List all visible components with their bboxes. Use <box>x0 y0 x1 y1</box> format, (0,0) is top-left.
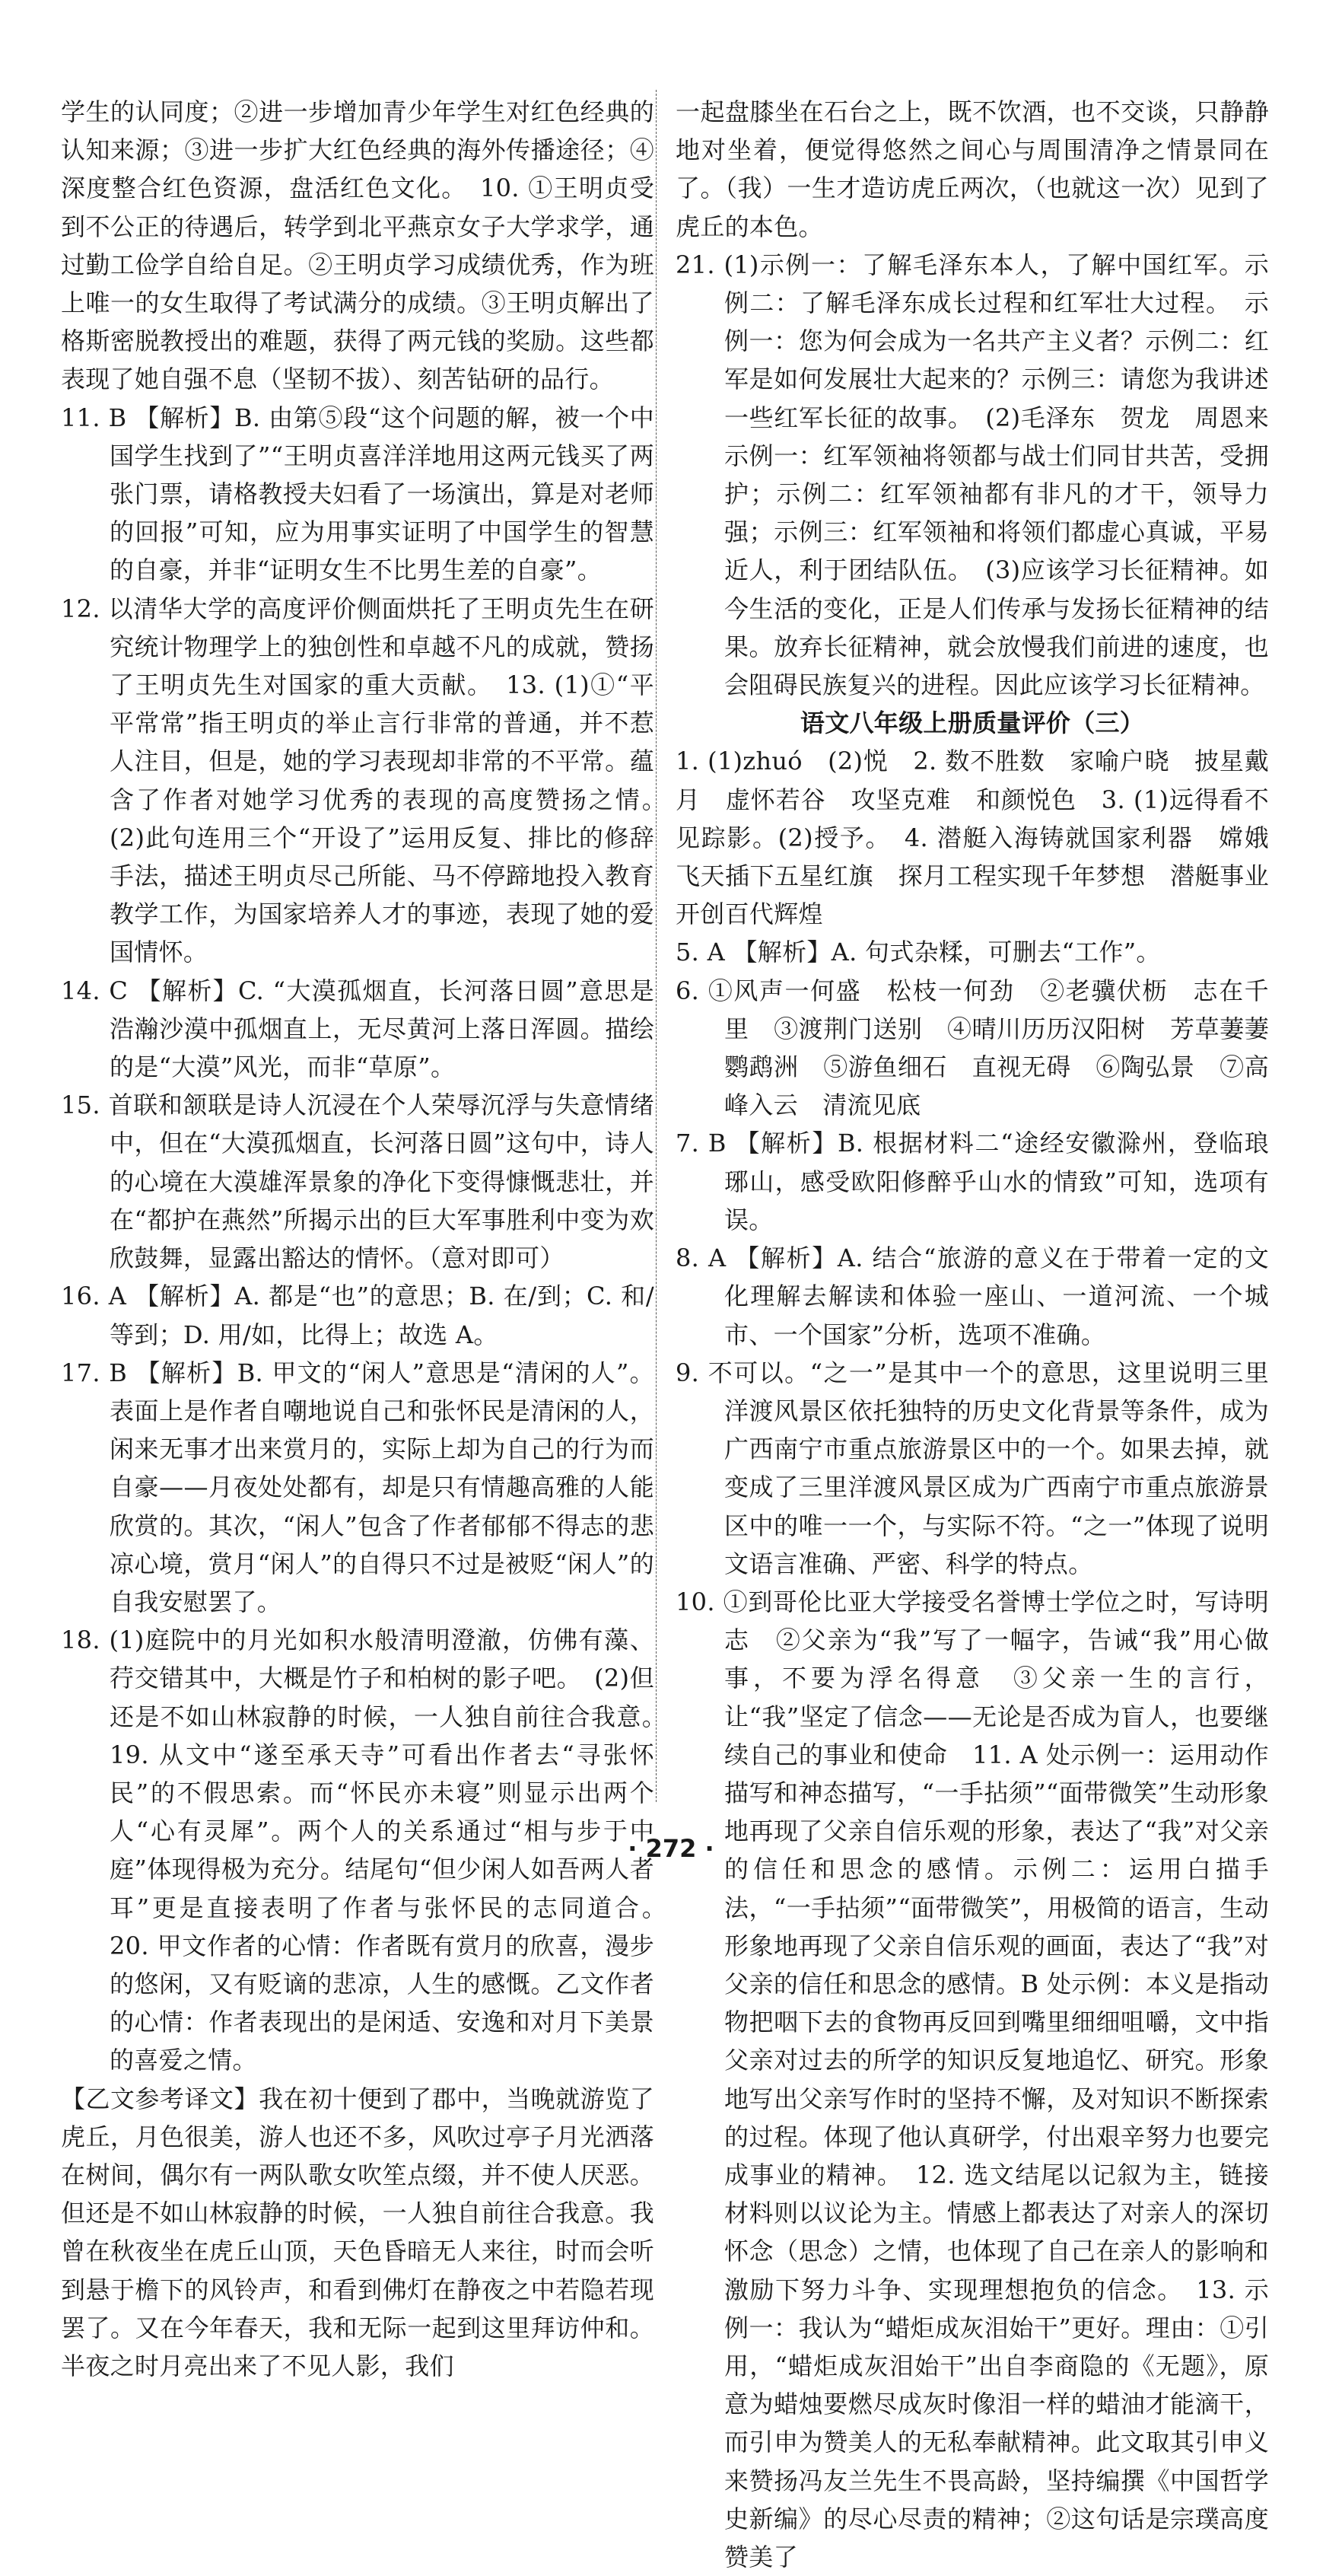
column-divider <box>656 90 657 1802</box>
paragraph: 学生的认同度；②进一步增加青少年学生对红色经典的认知来源；③进一步扩大红色经典的海外传播途径；④深度整合红色资源，盘活红色文化。 10. ①王明贞受到不公正的待遇后，转学到北平燕京女子大学求学，通过勤工俭学自给自足。②王明贞学习成绩优秀，作为班上唯一的女生取得了考试满分的成绩。③王明贞解出了格斯密脱教授出的难题，获得了两元钱的奖励。这些都表现了她自强不息（坚韧不拔）、刻苦钻研的品行。 <box>61 97 654 394</box>
page-number: · 272 · <box>628 1834 714 1863</box>
translation-continued: 一起盘膝坐在石台之上，既不饮酒，也不交谈，只静静地对坐着，便觉得悠然之间心与周围清净之情景同在了。（我）一生才造访虎丘两次，（也就这一次）见到了虎丘的本色。 <box>676 97 1269 241</box>
answer-9: 9. 不可以。“之一”是其中一个的意思，这里说明三里洋渡风景区依托独特的历史文化背景等条件，成为广西南宁市重点旅游景区中的一个。如果去掉，就变成了三里洋渡风景区成为广西南宁市重点旅游景区中的唯一一个，与实际不符。“之一”体现了说明文语言准确、严密、科学的特点。 <box>676 1358 1269 1578</box>
answer-11: 11. B 【解析】B. 由第⑤段“这个问题的解，被一个中国学生找到了”“王明贞喜洋洋地用这两元钱买了两张门票，请格教授夫妇看了一场演出，算是对老师的回报”可知，应为用事实证明了中国学生的智慧的自豪，并非“证明女生不比男生差的自豪”。 <box>61 403 654 585</box>
answer-15: 15. 首联和颔联是诗人沉浸在个人荣辱沉浮与失意情绪中，但在“大漠孤烟直，长河落日圆”这句中，诗人的心境在大漠雄浑景象的净化下变得慷慨悲壮，并在“都护在燕然”所揭示出的巨大军事胜利中变为欢欣鼓舞，显露出豁达的情怀。（意对即可） <box>61 1091 654 1273</box>
answer-5: 5. A 【解析】A. 句式杂糅，可删去“工作”。 <box>676 938 1161 967</box>
translation-paragraph: 【乙文参考译文】我在初十便到了郡中，当晚就游览了虎丘，月色很美，游人也还不多，风吹过亭子月光洒落在树间，偶尔有一两队歌女吹笙点缀，并不使人厌恶。但还是不如山林寂静的时候，一人独自前往合我意。我曾在秋夜坐在虎丘山顶，天色昏暗无人来往，时而会听到悬于檐下的风铃声，和看到佛灯在静夜之中若隐若现罢了。又在今年春天，我和无际一起到这里拜访仲和。半夜之时月亮出来了不见人影，我们 <box>61 2084 654 2380</box>
answer-7: 7. B 【解析】B. 根据材料二“途经安徽滁州，登临琅琊山，感受欧阳修醉乎山水的情致”可知，选项有误。 <box>676 1129 1269 1234</box>
answers-10-13: 10. ①到哥伦比亚大学接受名誉博士学位之时，写诗明志 ②父亲为“我”写了一幅字，告诫“我”用心做事，不要为浮名得意 ③父亲一生的言行，让“我”坚定了信念——无论是否成为盲人，也要继续自己的事业和使命 11. A 处示例一：运用动作描写和神态描写，“一手拈须”“面带微笑”生动形象地再现了父亲自信乐观的形象，表达了“我”对父亲的信任和思念的感情。示例二：运用白描手法，“一手拈须”“面带微笑”，用极简的语言，生动形象地再现了父亲自信乐观的画面，表达了“我”对父亲的信任和思念的感情。B 处示例：本义是指动物把咽下去的食物再反回到嘴里细细咀嚼，文中指父亲对过去的所学的知识反复地追忆、研究。形象地写出父亲写作时的坚持不懈，及对知识不断探索的过程。体现了他认真研学，付出艰辛努力也要完成事业的精神。 12. 选文结尾以记叙为主，链接材料则以议论为主。情感上都表达了对亲人的深切怀念（思念）之情，也体现了自己在亲人的影响和激励下努力斗争、实现理想抱负的信念。 13. 示例一：我认为“蜡炬成灰泪始干”更好。理由：①引用，“蜡炬成灰泪始干”出自李商隐的《无题》，原意为蜡烛要燃尽成灰时像泪一样的蜡油才能滴干，而引申为赞美人的无私奉献精神。此文取其引申义来赞扬冯友兰先生不畏高龄，坚持编撰《中国哲学史新编》的尽心尽责的精神；②这句话是宗璞高度赞美了 <box>676 1587 1269 2571</box>
right-column <box>676 93 1294 2576</box>
answer-12-13: 12. 以清华大学的高度评价侧面烘托了王明贞先生在研究统计物理学上的独创性和卓越不凡的成就，赞扬了王明贞先生对国家的重大贡献。 13. (1)①“平平常常”指王明贞的举止言行非常的普通，并不惹人注目，但是，她的学习表现却非常的不平常。蕴含了作者对她学习优秀的表现的高度赞扬之情。 (2)此句连用三个“开设了”运用反复、排比的修辞手法，描述王明贞尽己所能、马不停蹄地投入教育教学工作，为国家培养人才的事迹，表现了她的爱国情怀。 <box>61 594 679 967</box>
answer-18-20: 18. (1)庭院中的月光如积水般清明澄澈，仿佛有藻、荇交错其中，大概是竹子和柏树的影子吧。 (2)但还是不如山林寂静的时候，一人独自前往合我意。 19. 从文中“遂至承天寺”可看出作者去“寻张怀民”的不假思索。而“怀民亦未寝”则显示出两个人“心有灵犀”。两个人的关系通过“相与步于中庭”体现得极为充分。结尾句“但少闲人如吾两人者耳”更是直接表明了作者与张怀民的志同道合。 20. 甲文作者的心情：作者既有赏月的欣喜，漫步的悠闲，又有贬谪的悲凉，人生的感慨。乙文作者的心情：作者表现出的是闲适、安逸和对月下美景的喜爱之情。 <box>61 1626 679 2075</box>
answer-21: 21. (1)示例一：了解毛泽东本人，了解中国红军。示例二：了解毛泽东成长过程和红军壮大过程。 示例一：您为何会成为一名共产主义者？示例二：红军是如何发展壮大起来的？示例三：请您为我讲述一些红军长征的故事。 (2)毛泽东 贺龙 周恩来 示例一：红军领袖将领都与战士们同甘共苦，受拥护；示例二：红军领袖都有非凡的才干，领导力强；示例三：红军领袖和将领们都虚心真诚，平易近人，利于团结队伍。 (3)应该学习长征精神。如今生活的变化，正是人们传承与发扬长征精神的结果。放弃长征精神，就会放慢我们前进的速度，也会阻碍民族复兴的进程。因此应该学习长征精神。 <box>676 250 1294 700</box>
answer-16: 16. A 【解析】A. 都是“也”的意思；B. 在/到；C. 和/等到；D. 用/如，比得上；故选 A。 <box>61 1282 654 1349</box>
answer-8: 8. A 【解析】A. 结合“旅游的意义在于带着一定的文化理解去解读和体验一座山、一道河流、一个城市、一个国家”分析，选项不准确。 <box>676 1243 1269 1349</box>
section-title: 语文八年级上册质量评价（三） <box>800 708 1145 738</box>
answer-17: 17. B 【解析】B. 甲文的“闲人”意思是“清闲的人”。表面上是作者自嘲地说自己和张怀民是清闲的人，闲来无事才出来赏月的，实际上却为自己的行为而自豪——月夜处处都有，却是只有情趣高雅的人能欣赏的。其次，“闲人”包含了作者郁郁不得志的悲凉心境，赏月“闲人”的自得只不过是被贬“闲人”的自我安慰罢了。 <box>61 1358 654 1616</box>
answer-14: 14. C 【解析】C. “大漠孤烟直，长河落日圆”意思是浩瀚沙漠中孤烟直上，无尽黄河上落日浑圆。描绘的是“大漠”风光，而非“草原”。 <box>61 976 654 1082</box>
answers-1-4: 1. (1)zhuó (2)悦 2. 数不胜数 家喻户晓 披星戴月 虚怀若谷 攻坚克难 和颜悦色 3. (1)远得看不见踪影。(2)授予。 4. 潜艇入海铸就国家利器 嫦娥飞天插下五星红旗 探月工程实现千年梦想 潜艇事业开创百代辉煌 <box>676 747 1269 929</box>
answer-6: 6. ①风声一何盛 松枝一何劲 ②老骥伏枥 志在千里 ③渡荆门送别 ④晴川历历汉阳树 芳草萋萋鹦鹉洲 ⑤游鱼细石 直视无碍 ⑥陶弘景 ⑦高峰入云 清流见底 <box>676 976 1269 1120</box>
